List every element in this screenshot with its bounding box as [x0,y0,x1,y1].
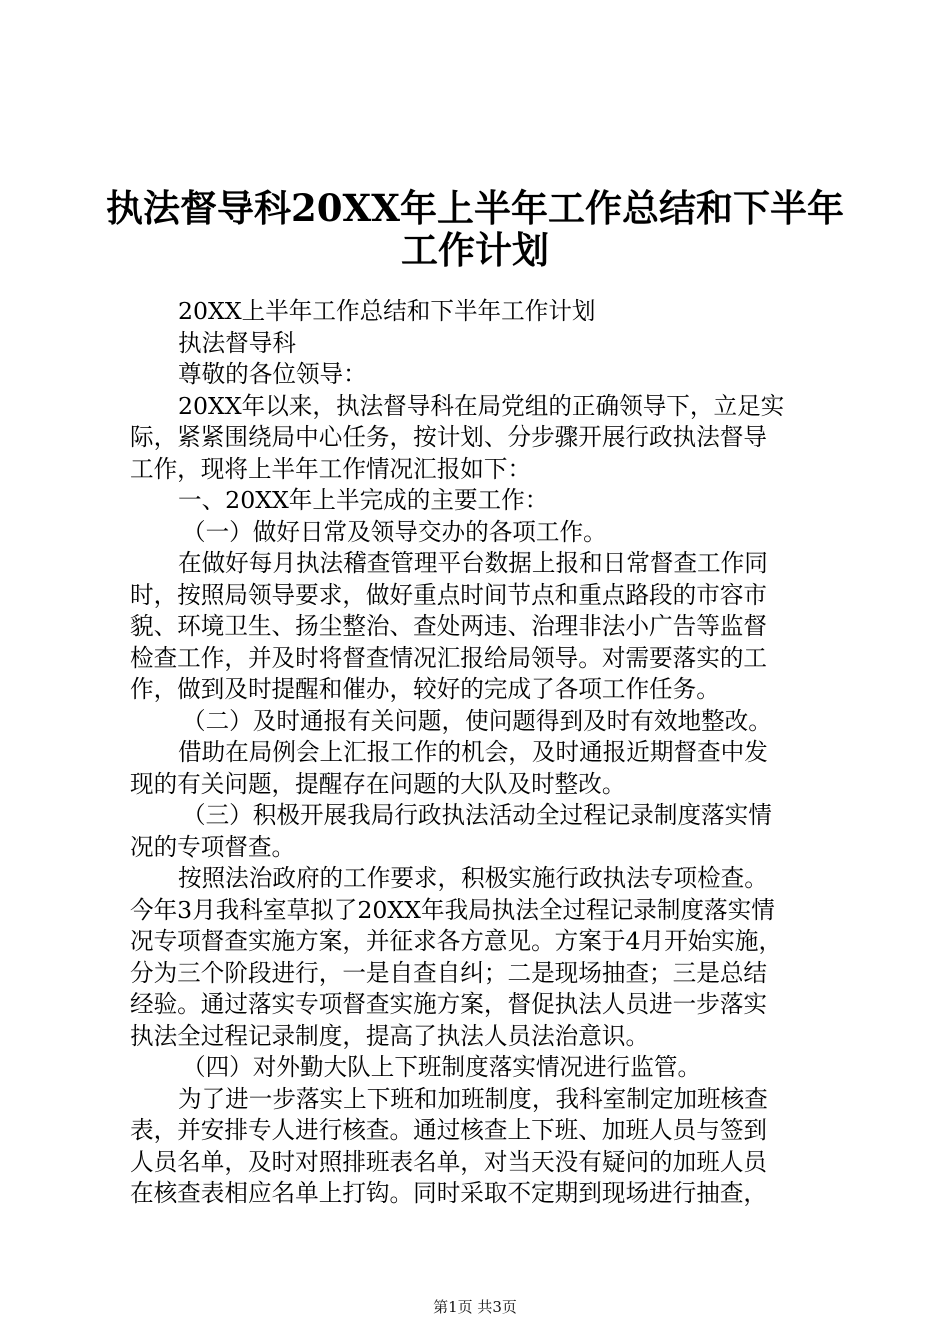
text-line: 工作，现将上半年工作情况汇报如下： [130,454,532,483]
text-line: 况专项督查实施方案，并征求各方意见。方案于4月开始实施， [130,927,783,955]
text-line: 貌、环境卫生、扬尘整治、查处两违、治理非法小广告等监督 [130,612,768,640]
text-line: 况的专项督查。 [130,832,296,861]
subsection-heading: （四）对外勤大队上下班制度落实情况进行监管。 [182,1053,702,1081]
text-line: 检查工作，并及时将督查情况汇报给局领导。对需要落实的工 [130,643,768,672]
text-line: 执法全过程记录制度，提高了执法人员法治意识。 [130,1021,650,1050]
text-line: 尊敬的各位领导： [178,360,367,388]
text-line: 20XX上半年工作总结和下半年工作计划 [178,297,596,325]
page-footer: 第1页 共3页 [433,1298,517,1316]
subsection-heading: （二）及时通报有关问题，使问题得到及时有效地整改。 [182,706,772,735]
text-line: 分为三个阶段进行，一是自查自纠；二是现场抽查；三是总结 [130,958,768,987]
text-line: 借助在局例会上汇报工作的机会，及时通报近期督查中发 [178,738,768,766]
text-line: 今年3月我科室草拟了20XX年我局执法全过程记录制度落实情 [130,895,775,924]
text-line: 际，紧紧围绕局中心任务，按计划、分步骤开展行政执法督导 [130,423,768,451]
text-line: 作，做到及时提醒和催办，较好的完成了各项工作任务。 [130,675,720,703]
document-title-line-1: 执法督导科20XX年上半年工作总结和下半年 [106,186,844,230]
text-line: 时，按照局领导要求，做好重点时间节点和重点路段的市容市 [130,580,768,609]
text-line: 在做好每月执法稽查管理平台数据上报和日常督查工作同 [178,549,768,577]
text-line: 现的有关问题，提醒存在问题的大队及时整改。 [130,769,626,798]
document-body [130,296,830,1210]
text-line: 人员名单，及时对照排班表名单，对当天没有疑问的加班人员 [130,1147,768,1176]
text-line: 表，并安排专人进行核查。通过核查上下班、加班人员与签到 [130,1116,768,1144]
text-line: 经验。通过落实专项督查实施方案，督促执法人员进一步落实 [130,990,768,1018]
text-line: 为了进一步落实上下班和加班制度，我科室制定加班核查 [178,1084,768,1113]
section-heading: 一、20XX年上半完成的主要工作： [178,486,549,514]
text-line: 执法督导科 [178,328,296,357]
subsection-heading: （一）做好日常及领导交办的各项工作。 [182,517,607,546]
subsection-heading: （三）积极开展我局行政执法活动全过程记录制度落实情 [182,801,772,829]
text-line: 20XX年以来，执法督导科在局党组的正确领导下，立足实 [178,391,785,420]
text-line: 按照法治政府的工作要求，积极实施行政执法专项检查。 [178,864,768,892]
text-line: 在核查表相应名单上打钩。同时采取不定期到现场进行抽查， [130,1179,768,1207]
document-title-line-2: 工作计划 [401,228,549,272]
